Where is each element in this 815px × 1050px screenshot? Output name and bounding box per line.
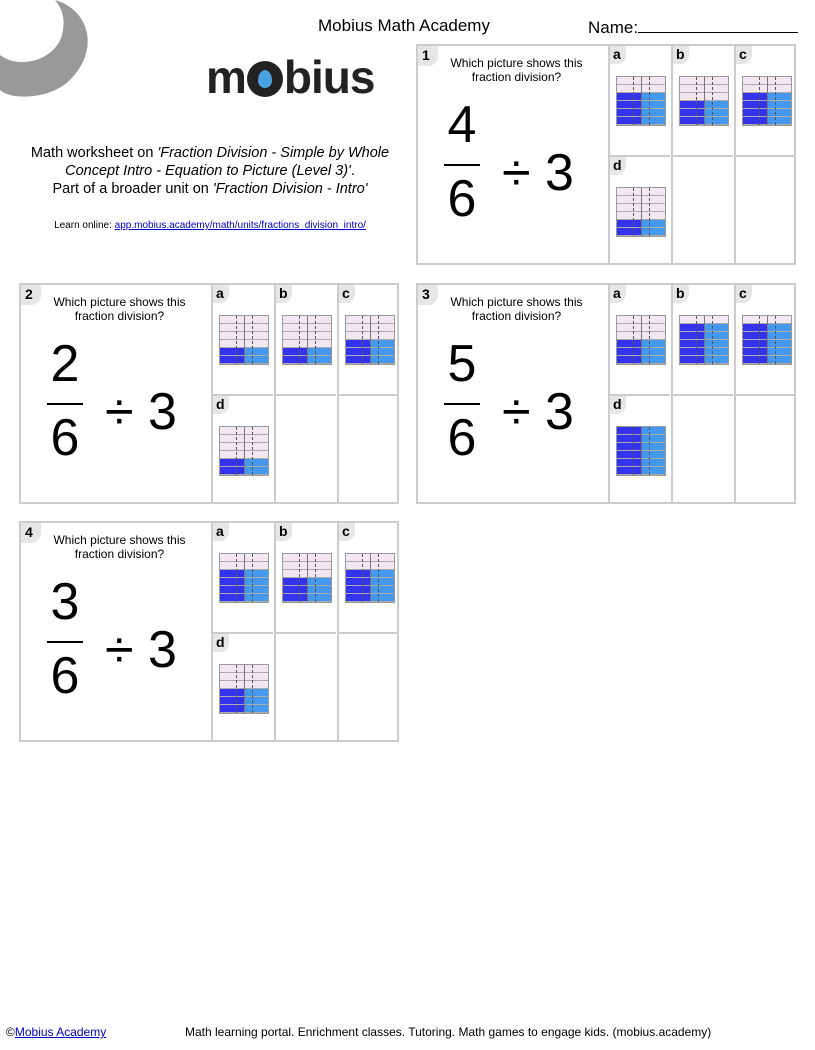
half-divider xyxy=(244,316,245,364)
denominator: 6 xyxy=(50,409,80,467)
footer-copyright xyxy=(6,1025,106,1039)
footer-tagline: Math learning portal. Enrichment classes. Tutoring. Math games to engage kids. (mobius.academy) xyxy=(185,1025,712,1039)
fraction-picture xyxy=(742,76,792,126)
option-label: c xyxy=(736,46,752,64)
problem-number: 3 xyxy=(418,285,438,305)
problem-prompt: Which picture shows this fraction division? xyxy=(53,295,186,323)
third-divider xyxy=(252,427,253,475)
division-expression xyxy=(502,146,574,200)
name-field[interactable] xyxy=(588,16,798,38)
divide-operator: ÷ xyxy=(502,144,531,202)
option-b[interactable] xyxy=(274,523,336,632)
corner-logo-swoosh xyxy=(0,0,100,100)
third-divider xyxy=(362,316,363,364)
third-divider xyxy=(378,316,379,364)
division-expression xyxy=(105,385,177,439)
half-divider xyxy=(767,77,768,125)
option-b[interactable] xyxy=(671,46,733,155)
fraction-picture xyxy=(282,315,332,365)
option-a[interactable] xyxy=(211,285,273,394)
third-divider xyxy=(315,554,316,602)
fraction-picture xyxy=(616,426,666,476)
divisor: 3 xyxy=(545,383,574,441)
description-topic: 'Fraction Division - Simple by Whole Concept Intro - Equation to Picture (Level 3)' xyxy=(65,145,390,179)
third-divider xyxy=(299,316,300,364)
third-divider xyxy=(696,316,697,364)
option-b[interactable] xyxy=(671,285,733,394)
fraction-bar xyxy=(47,403,83,405)
third-divider xyxy=(252,665,253,713)
option-c[interactable] xyxy=(337,523,399,632)
problem-3 xyxy=(416,283,796,504)
problem-number: 2 xyxy=(21,285,41,305)
half-divider xyxy=(244,665,245,713)
numerator: 5 xyxy=(447,335,477,393)
option-d[interactable] xyxy=(211,394,273,503)
answer-options xyxy=(608,285,796,502)
half-divider xyxy=(641,427,642,475)
option-c[interactable] xyxy=(734,285,796,394)
header-title: Mobius Math Academy xyxy=(318,16,490,35)
third-divider xyxy=(633,77,634,125)
divisor: 3 xyxy=(545,144,574,202)
option-b[interactable] xyxy=(274,285,336,394)
empty-option-cell xyxy=(671,394,733,503)
half-divider xyxy=(370,316,371,364)
third-divider xyxy=(759,316,760,364)
fraction-picture xyxy=(679,315,729,365)
third-divider xyxy=(236,665,237,713)
denominator: 6 xyxy=(447,170,477,228)
option-label: b xyxy=(673,285,689,303)
fraction-picture xyxy=(345,315,395,365)
problem-number: 1 xyxy=(418,46,438,66)
half-divider xyxy=(641,77,642,125)
option-label: d xyxy=(610,157,626,175)
name-label: Name: xyxy=(588,18,639,37)
option-d[interactable] xyxy=(608,394,670,503)
half-divider xyxy=(704,316,705,364)
fraction-picture xyxy=(742,315,792,365)
numerator: 2 xyxy=(50,335,80,393)
third-divider xyxy=(236,554,237,602)
third-divider xyxy=(649,188,650,236)
copyright-symbol: © xyxy=(6,1025,15,1039)
worksheet-description xyxy=(20,144,400,198)
numerator: 3 xyxy=(50,573,80,631)
empty-option-cell xyxy=(274,632,336,741)
third-divider xyxy=(649,316,650,364)
third-divider xyxy=(633,316,634,364)
half-divider xyxy=(307,316,308,364)
description-prefix: Math worksheet on xyxy=(30,145,158,161)
fraction-picture xyxy=(345,553,395,603)
problem-1 xyxy=(416,44,796,265)
fraction-bar xyxy=(47,641,83,643)
third-divider xyxy=(712,316,713,364)
numerator: 4 xyxy=(447,96,477,154)
divide-operator: ÷ xyxy=(502,383,531,441)
name-line[interactable] xyxy=(638,16,798,33)
footer-link[interactable]: Mobius Academy xyxy=(14,1025,107,1039)
option-a[interactable] xyxy=(608,46,670,155)
half-divider xyxy=(244,427,245,475)
third-divider xyxy=(759,77,760,125)
third-divider xyxy=(362,554,363,602)
option-label: d xyxy=(213,634,229,652)
option-label: a xyxy=(610,46,626,64)
fraction-picture xyxy=(219,315,269,365)
half-divider xyxy=(767,316,768,364)
fraction xyxy=(432,98,492,232)
mobius-logo: m bius xyxy=(206,51,375,103)
half-divider xyxy=(307,554,308,602)
third-divider xyxy=(775,77,776,125)
option-label: d xyxy=(213,396,229,414)
fraction xyxy=(35,337,95,471)
third-divider xyxy=(649,427,650,475)
division-expression xyxy=(502,385,574,439)
option-label: d xyxy=(610,396,626,414)
third-divider xyxy=(236,316,237,364)
third-divider xyxy=(649,77,650,125)
empty-option-cell xyxy=(734,155,796,264)
option-c[interactable] xyxy=(734,46,796,155)
fraction-picture xyxy=(616,187,666,237)
half-divider xyxy=(641,188,642,236)
fraction xyxy=(432,337,492,471)
option-a[interactable] xyxy=(608,285,670,394)
option-label: a xyxy=(213,523,229,541)
problem-prompt: Which picture shows this fraction division? xyxy=(53,533,186,561)
fraction-picture xyxy=(679,76,729,126)
answer-options xyxy=(211,285,399,502)
option-a[interactable] xyxy=(211,523,273,632)
third-divider xyxy=(775,316,776,364)
third-divider xyxy=(299,554,300,602)
divisor: 3 xyxy=(148,383,177,441)
empty-option-cell xyxy=(337,394,399,503)
fraction-picture xyxy=(219,664,269,714)
option-label: b xyxy=(673,46,689,64)
empty-option-cell xyxy=(337,632,399,741)
description-unit: 'Fraction Division - Intro' xyxy=(212,181,368,197)
fraction-picture xyxy=(219,426,269,476)
problem-number: 4 xyxy=(21,523,41,543)
half-divider xyxy=(641,316,642,364)
problem-prompt: Which picture shows this fraction division? xyxy=(450,56,583,84)
problem-prompt: Which picture shows this fraction division? xyxy=(450,295,583,323)
option-label: c xyxy=(339,523,355,541)
divisor: 3 xyxy=(148,621,177,679)
fraction-picture xyxy=(616,315,666,365)
fraction xyxy=(35,575,95,709)
option-d[interactable] xyxy=(211,632,273,741)
option-label: a xyxy=(610,285,626,303)
divide-operator: ÷ xyxy=(105,383,134,441)
empty-option-cell xyxy=(734,394,796,503)
problem-2 xyxy=(19,283,399,504)
denominator: 6 xyxy=(50,647,80,705)
learn-label: Learn online: xyxy=(54,220,115,231)
half-divider xyxy=(244,554,245,602)
problem-4 xyxy=(19,521,399,742)
fraction-picture xyxy=(219,553,269,603)
denominator: 6 xyxy=(447,409,477,467)
learn-online xyxy=(20,220,400,231)
divide-operator: ÷ xyxy=(105,621,134,679)
third-divider xyxy=(252,554,253,602)
half-divider xyxy=(370,554,371,602)
option-label: c xyxy=(736,285,752,303)
third-divider xyxy=(633,427,634,475)
logo-drop-icon xyxy=(247,61,283,97)
empty-option-cell xyxy=(274,394,336,503)
third-divider xyxy=(633,188,634,236)
third-divider xyxy=(712,77,713,125)
option-d[interactable] xyxy=(608,155,670,264)
empty-option-cell xyxy=(671,155,733,264)
answer-options xyxy=(608,46,796,263)
option-label: b xyxy=(276,285,292,303)
description-suffix: . xyxy=(350,163,355,179)
fraction-bar xyxy=(444,164,480,166)
fraction-bar xyxy=(444,403,480,405)
third-divider xyxy=(315,316,316,364)
division-expression xyxy=(105,623,177,677)
description-unit-prefix: Part of a broader unit on xyxy=(52,181,213,197)
third-divider xyxy=(378,554,379,602)
third-divider xyxy=(696,77,697,125)
fraction-picture xyxy=(616,76,666,126)
third-divider xyxy=(252,316,253,364)
learn-link[interactable]: app.mobius.academy/math/units/fractions_division_intro/ xyxy=(114,220,366,231)
answer-options xyxy=(211,523,399,740)
half-divider xyxy=(704,77,705,125)
option-label: c xyxy=(339,285,355,303)
option-label: b xyxy=(276,523,292,541)
fraction-picture xyxy=(282,553,332,603)
option-c[interactable] xyxy=(337,285,399,394)
option-label: a xyxy=(213,285,229,303)
third-divider xyxy=(236,427,237,475)
